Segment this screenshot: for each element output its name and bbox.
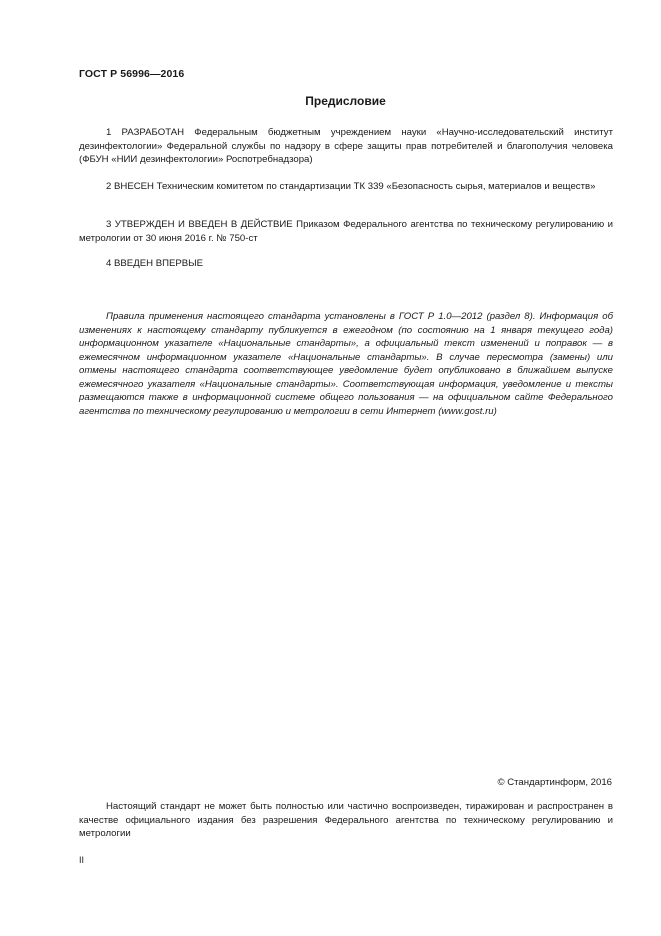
paragraph-introduced-first: 4 ВВЕДЕН ВПЕРВЫЕ xyxy=(106,258,204,269)
paragraph-developed-by: 1 РАЗРАБОТАН Федеральным бюджетным учреждением науки «Научно-исследовательский институт дезинфектологии» Федеральной службы по надзору в сфере защиты прав потребителей и благополучия человека (ФБУН «НИИ дезинфектологии» Роспотребнадзора) xyxy=(79,127,613,165)
page-number: II xyxy=(79,855,85,865)
document-code: ГОСТ Р 56996—2016 xyxy=(79,68,185,80)
paragraph-submitted-by: 2 ВНЕСЕН Техническим комитетом по стандартизации ТК 339 «Безопасность сырья, материалов и веществ» xyxy=(106,181,596,192)
application-rules-notice: Правила применения настоящего стандарта установлены в ГОСТ Р 1.0—2012 (раздел 8). Информация об изменениях к настоящему стандарту публикуется в ежегодном (по состоянию на 1 января текущего года) информационном указателе «Национальные стандарты», а официальный текст изменений и поправок — в ежемесячном информационном указателе «Национальные стандарты». В случае пересмотра (замены) или отмены настоящего стандарта соответствующее уведомление будет опубликовано в ближайшем выпуске ежемесячного указателя «Национальные стандарты». Соответствующая информация, уведомление и тексты размещаются также в информационной системе общего пользования — на официальном сайте Федерального агентства по техническому регулированию и метрологии в сети Интернет (www.gost.ru) xyxy=(79,311,613,417)
copyright: © Стандартинформ, 2016 xyxy=(497,777,612,788)
reproduction-restriction-notice: Настоящий стандарт не может быть полностью или частично воспроизведен, тиражирован и распространен в качестве официального издания без разрешения Федерального агентства по техническому регулированию и метрологии xyxy=(79,801,613,839)
page-title: Предисловие xyxy=(305,94,386,108)
paragraph-approved: 3 УТВЕРЖДЕН И ВВЕДЕН В ДЕЙСТВИЕ Приказом Федерального агентства по техническому регулированию и метрологии от 30 июня 2016 г. № 750-ст xyxy=(79,219,613,244)
